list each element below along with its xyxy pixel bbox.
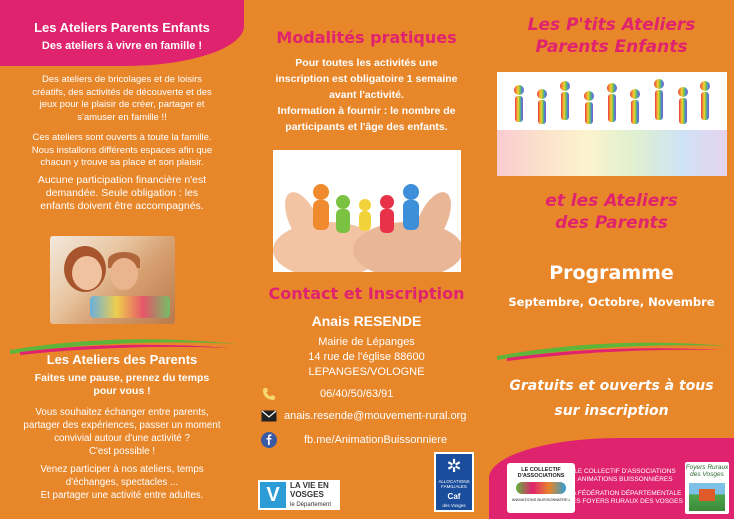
modalites-text	[260, 55, 473, 135]
text-line: sur inscription	[554, 403, 669, 419]
logo-text-line: des Vosges	[442, 503, 466, 508]
logo-text-line: LE COLLECTIF	[521, 467, 561, 473]
right-panel	[489, 0, 734, 519]
phone-row	[260, 386, 393, 402]
text-line: Aucune participation financière n'est	[37, 174, 207, 186]
paragraph-activities	[12, 74, 232, 124]
facebook-link[interactable]: fb.me/AnimationBuissonniere	[304, 434, 448, 446]
logo-text-line: FAMILIALES	[441, 484, 467, 489]
text-line: Gratuits et ouverts à tous	[509, 378, 714, 394]
foyers-logo-image	[689, 483, 725, 511]
logo-text-line: ALLOCATIONS	[438, 479, 470, 484]
text-line: C'est possible !	[88, 446, 156, 457]
v-logo-icon: V	[260, 482, 286, 508]
text-line: d'échanges, spectacles ...	[65, 477, 179, 488]
text-line: jeux pour le plaisir de créer, partager et	[39, 99, 205, 110]
caf-label: Caf	[447, 492, 461, 501]
contact-title: Contact et Inscription	[268, 284, 465, 303]
text-line: partager des expériences, passer un moment	[23, 420, 221, 431]
jumping-people-image	[497, 72, 727, 176]
left-panel	[0, 0, 244, 519]
hands-illustration	[273, 150, 461, 272]
paragraph-participate	[12, 463, 232, 502]
text-line: inscription est obligatoire 1 semaine	[275, 73, 458, 85]
text-line: ANIMATIONS BUISSONNIÈRES	[577, 476, 673, 483]
logo-text-line: le Département	[290, 501, 332, 508]
text-line: Pour toutes les activités une	[295, 57, 438, 69]
phone-icon	[260, 386, 278, 402]
caf-text	[438, 479, 469, 489]
text-line: enfants doivent être accompagnés.	[40, 200, 204, 212]
programme-title: Programme	[549, 262, 674, 284]
caf-logo	[434, 452, 474, 512]
text-line: avant l'activité.	[329, 89, 404, 101]
text-line: pour vous !	[93, 385, 151, 397]
address-line: Mairie de Lépanges	[318, 336, 415, 348]
silhouettes-illustration	[497, 72, 727, 176]
text-line: participants et l'âge des enfants.	[285, 121, 448, 133]
photo-child-face	[110, 258, 138, 290]
collectif-logo-graphic	[516, 482, 566, 494]
facebook-row	[260, 432, 447, 448]
text-line: Faites une pause, prenez du temps	[34, 372, 210, 384]
free-open-notice	[499, 374, 724, 424]
text-line: créatifs, des activités de découverte et des	[32, 86, 212, 98]
facebook-icon	[260, 432, 278, 448]
section-subtitle: Des ateliers à vivre en famille !	[41, 40, 203, 52]
text-line: Vous souhaitez échanger entre parents,	[35, 407, 209, 418]
contact-name: Anais RESENDE	[311, 313, 422, 329]
logo-text-line: VOSGES	[290, 489, 324, 499]
text-line: Venez participer à nos ateliers, temps	[40, 464, 204, 475]
text-line: Information à fournir : le nombre de	[277, 105, 456, 117]
paragraph-family	[12, 132, 232, 170]
title-line: Les P'tits Ateliers	[527, 15, 696, 35]
text-line: Nous installons différents espaces afin que	[31, 144, 213, 156]
section-title-parents: Les Ateliers des Parents	[46, 352, 198, 367]
title-line: et les Ateliers	[545, 191, 678, 211]
org-collectif-text	[565, 468, 685, 484]
address-line: LEPANGES/VOLOGNE	[308, 366, 425, 378]
paragraph-exchange	[12, 406, 232, 458]
logo-text-line: D'ASSOCIATIONS	[517, 473, 565, 479]
photo-mother-face	[72, 256, 102, 290]
text-line: LA FÉDÉRATION DÉPARTEMENTALE	[568, 490, 682, 497]
vosges-department-logo	[258, 480, 340, 510]
text-line: DES FOYERS RURAUX DES VOSGES	[567, 498, 683, 505]
text-line: s'amuser en famille !!	[77, 111, 167, 123]
text-line: convivial autour d'une activité ?	[54, 433, 190, 444]
hands-figures-photo	[273, 150, 461, 272]
text-line: Et partager une activité entre adultes.	[40, 490, 204, 501]
title-line: Parents Enfants	[535, 37, 688, 57]
programme-months: Septembre, Octobre, Novembre	[508, 295, 715, 309]
phone-number[interactable]: 06/40/50/63/91	[320, 388, 394, 400]
logo-text-line: ANIMATIONS BUISSONNIÈRES	[511, 497, 571, 502]
email-link[interactable]: anais.resende@mouvement-rural.org	[284, 410, 467, 422]
org-federation-text	[565, 490, 685, 506]
logo-text-line: LA VIE EN	[290, 480, 329, 490]
photo-paper-figures	[90, 296, 170, 318]
foyers-ruraux-logo	[685, 462, 729, 514]
paragraph-free	[12, 174, 232, 213]
caf-family-icon: ✲	[446, 456, 462, 476]
green-swoosh-decoration	[489, 334, 734, 364]
section-title-parents-enfants: Les Ateliers Parents Enfants	[34, 20, 210, 35]
logo-text: Foyers Ruraux des Vosges	[685, 464, 729, 478]
text-line: LE COLLECTIF D'ASSOCIATIONS	[574, 468, 676, 475]
text-line: Ces ateliers sont ouverts à toute la famille.	[32, 132, 212, 143]
family-photo	[50, 236, 175, 324]
subtitle-ateliers-parents	[489, 190, 734, 234]
modalites-title: Modalités pratiques	[276, 28, 457, 47]
vosges-logo-text	[290, 481, 331, 510]
address-line: 14 rue de l'église 88600	[308, 351, 425, 363]
main-title	[489, 14, 734, 58]
email-row	[260, 408, 466, 424]
middle-panel	[244, 0, 489, 519]
section-subtitle-2	[20, 372, 224, 398]
text-line: Des ateliers de bricolages et de loisirs	[42, 74, 202, 85]
text-line: chacun y trouve sa place et son plaisir.	[40, 157, 204, 168]
text-line: demandée. Seule obligation : les	[45, 187, 199, 199]
envelope-icon	[260, 408, 278, 424]
title-line: des Parents	[555, 213, 668, 233]
